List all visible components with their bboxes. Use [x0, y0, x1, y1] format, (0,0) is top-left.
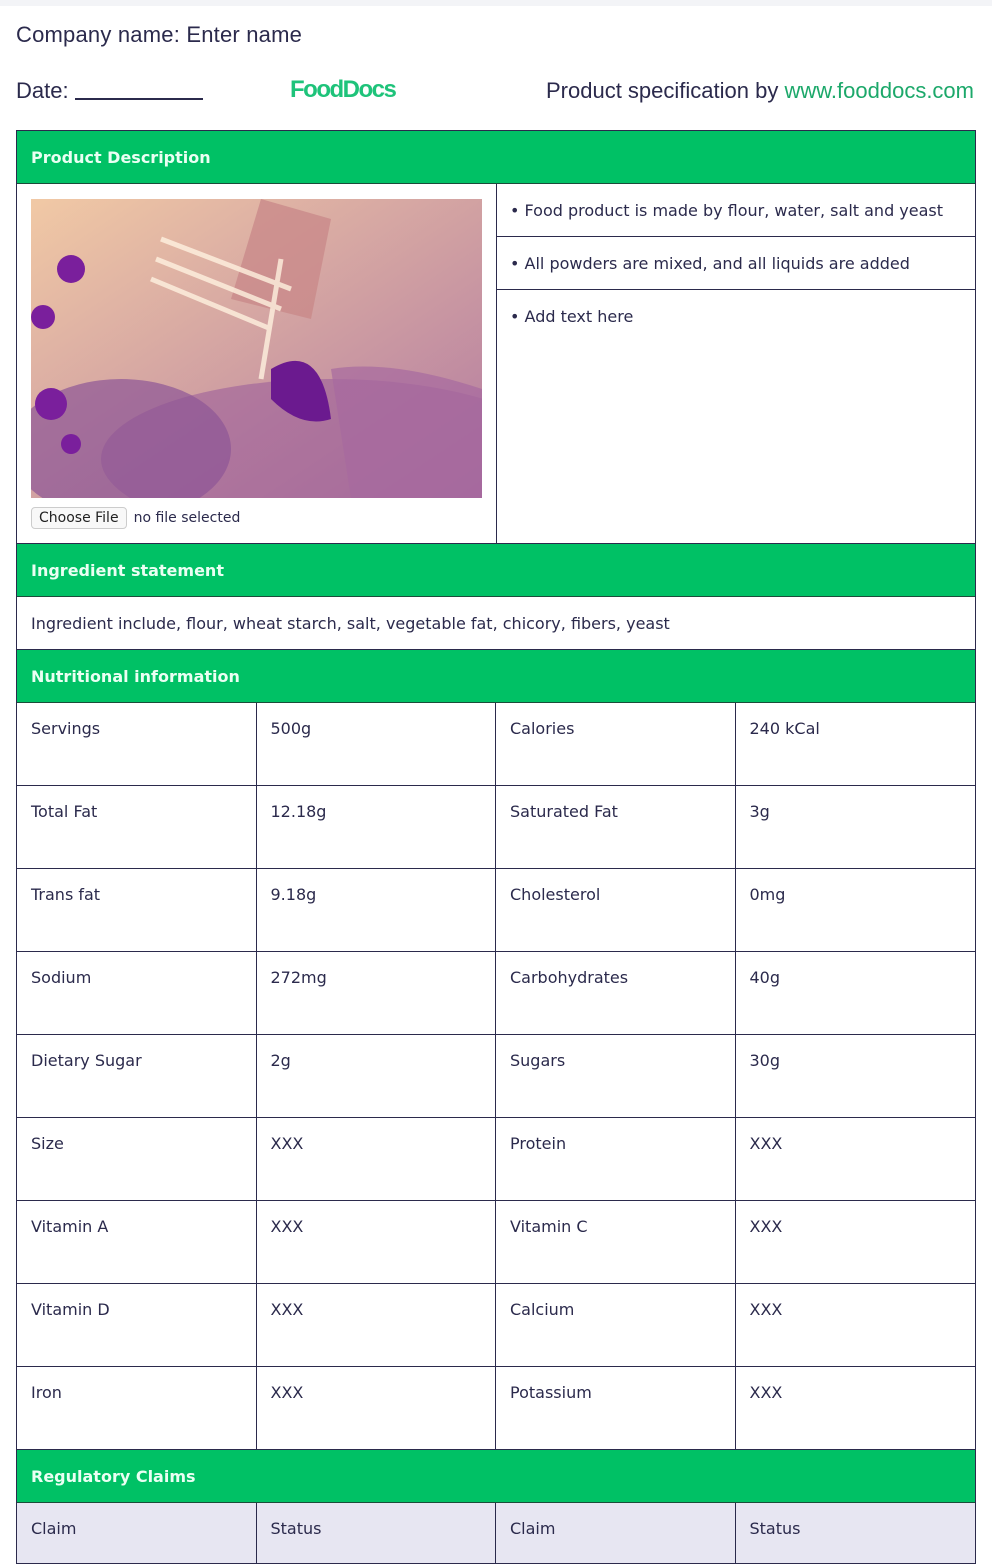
nutrition-row	[17, 703, 975, 786]
spec-credit	[546, 78, 974, 104]
nutrient-label: Cholesterol	[496, 869, 736, 951]
date-label: Date:	[16, 78, 69, 103]
nutrient-label: Total Fat	[17, 786, 257, 868]
nutrition-row	[17, 1035, 975, 1118]
company-name[interactable]: Company name: Enter name	[16, 22, 303, 47]
section-product-description: Product Description	[17, 131, 975, 184]
claim-header: Claim	[17, 1503, 257, 1563]
nutrient-value[interactable]: 2g	[257, 1035, 497, 1117]
ingredient-text[interactable]: Ingredient include, flour, wheat starch, salt, vegetable fat, chicory, fibers, yeast	[17, 597, 975, 650]
nutrient-value[interactable]: XXX	[257, 1201, 497, 1283]
nutrition-table	[17, 703, 975, 1450]
nutrient-value[interactable]: 272mg	[257, 952, 497, 1034]
nutrition-row	[17, 1284, 975, 1367]
file-status: no file selected	[133, 510, 241, 526]
nutrient-value[interactable]: 12.18g	[257, 786, 497, 868]
nutrition-row	[17, 1367, 975, 1450]
spec-table	[16, 130, 976, 1564]
nutrient-label: Vitamin C	[496, 1201, 736, 1283]
nutrient-value[interactable]: 3g	[749, 802, 770, 821]
bullet-item[interactable]: • Food product is made by flour, water, salt and yeast	[497, 184, 975, 237]
nutrition-row	[17, 1118, 975, 1201]
nutrient-value[interactable]: 40g	[749, 968, 781, 987]
nutrient-label: Iron	[17, 1367, 257, 1449]
nutrient-value[interactable]: XXX	[749, 1383, 783, 1402]
file-input[interactable]	[31, 507, 482, 529]
nutrient-value[interactable]: XXX	[749, 1134, 783, 1153]
section-regulatory-claims: Regulatory Claims	[17, 1450, 975, 1503]
nutrition-row	[17, 952, 975, 1035]
nutrient-label: Calcium	[496, 1284, 736, 1366]
nutrient-label: Sugars	[496, 1035, 736, 1117]
nutrient-value[interactable]: XXX	[257, 1367, 497, 1449]
claims-header-row	[17, 1503, 975, 1563]
nutrient-label: Vitamin A	[17, 1201, 257, 1283]
nutrient-label: Saturated Fat	[496, 786, 736, 868]
nutrient-label: Size	[17, 1118, 257, 1200]
nutrient-value[interactable]: 0mg	[749, 885, 786, 904]
status-header: Status	[257, 1503, 497, 1563]
date-line	[75, 98, 203, 100]
nutrient-value[interactable]: 240 kCal	[749, 719, 820, 738]
nutrient-value[interactable]: XXX	[257, 1118, 497, 1200]
nutrient-value[interactable]: XXX	[749, 1300, 783, 1319]
nutrient-label: Potassium	[496, 1367, 736, 1449]
fooddocs-link[interactable]: www.fooddocs.com	[784, 78, 974, 103]
product-image	[31, 199, 482, 498]
claim-header: Claim	[496, 1503, 736, 1563]
bullet-item[interactable]: • Add text here	[510, 307, 634, 326]
nutrient-value[interactable]: 9.18g	[257, 869, 497, 951]
nutrient-label: Protein	[496, 1118, 736, 1200]
nutrient-value[interactable]: 500g	[257, 703, 497, 785]
nutrient-label: Dietary Sugar	[17, 1035, 257, 1117]
nutrition-row	[17, 1201, 975, 1284]
nutrient-value[interactable]: 30g	[749, 1051, 781, 1070]
fooddocs-logo: FoodDocs	[290, 76, 396, 103]
section-ingredient-statement: Ingredient statement	[17, 544, 975, 597]
image-cell	[17, 184, 497, 543]
choose-file-button[interactable]: Choose File	[31, 507, 127, 529]
nutrient-value[interactable]: XXX	[749, 1217, 783, 1236]
top-bar	[0, 0, 992, 6]
nutrition-row	[17, 869, 975, 952]
section-nutritional-information: Nutritional information	[17, 650, 975, 703]
description-bullets	[497, 184, 975, 543]
nutrient-label: Vitamin D	[17, 1284, 257, 1366]
status-header: Status	[749, 1519, 801, 1538]
spec-prefix: Product specification by	[546, 78, 785, 103]
nutrient-value[interactable]: XXX	[257, 1284, 497, 1366]
nutrient-label: Trans fat	[17, 869, 257, 951]
description-row	[17, 184, 975, 544]
nutrient-label: Calories	[496, 703, 736, 785]
bullet-item[interactable]: • All powders are mixed, and all liquids are added	[497, 237, 975, 290]
nutrient-label: Carbohydrates	[496, 952, 736, 1034]
nutrient-label: Sodium	[17, 952, 257, 1034]
date-field[interactable]	[16, 78, 203, 104]
nutrient-label: Servings	[17, 703, 257, 785]
nutrition-row	[17, 786, 975, 869]
